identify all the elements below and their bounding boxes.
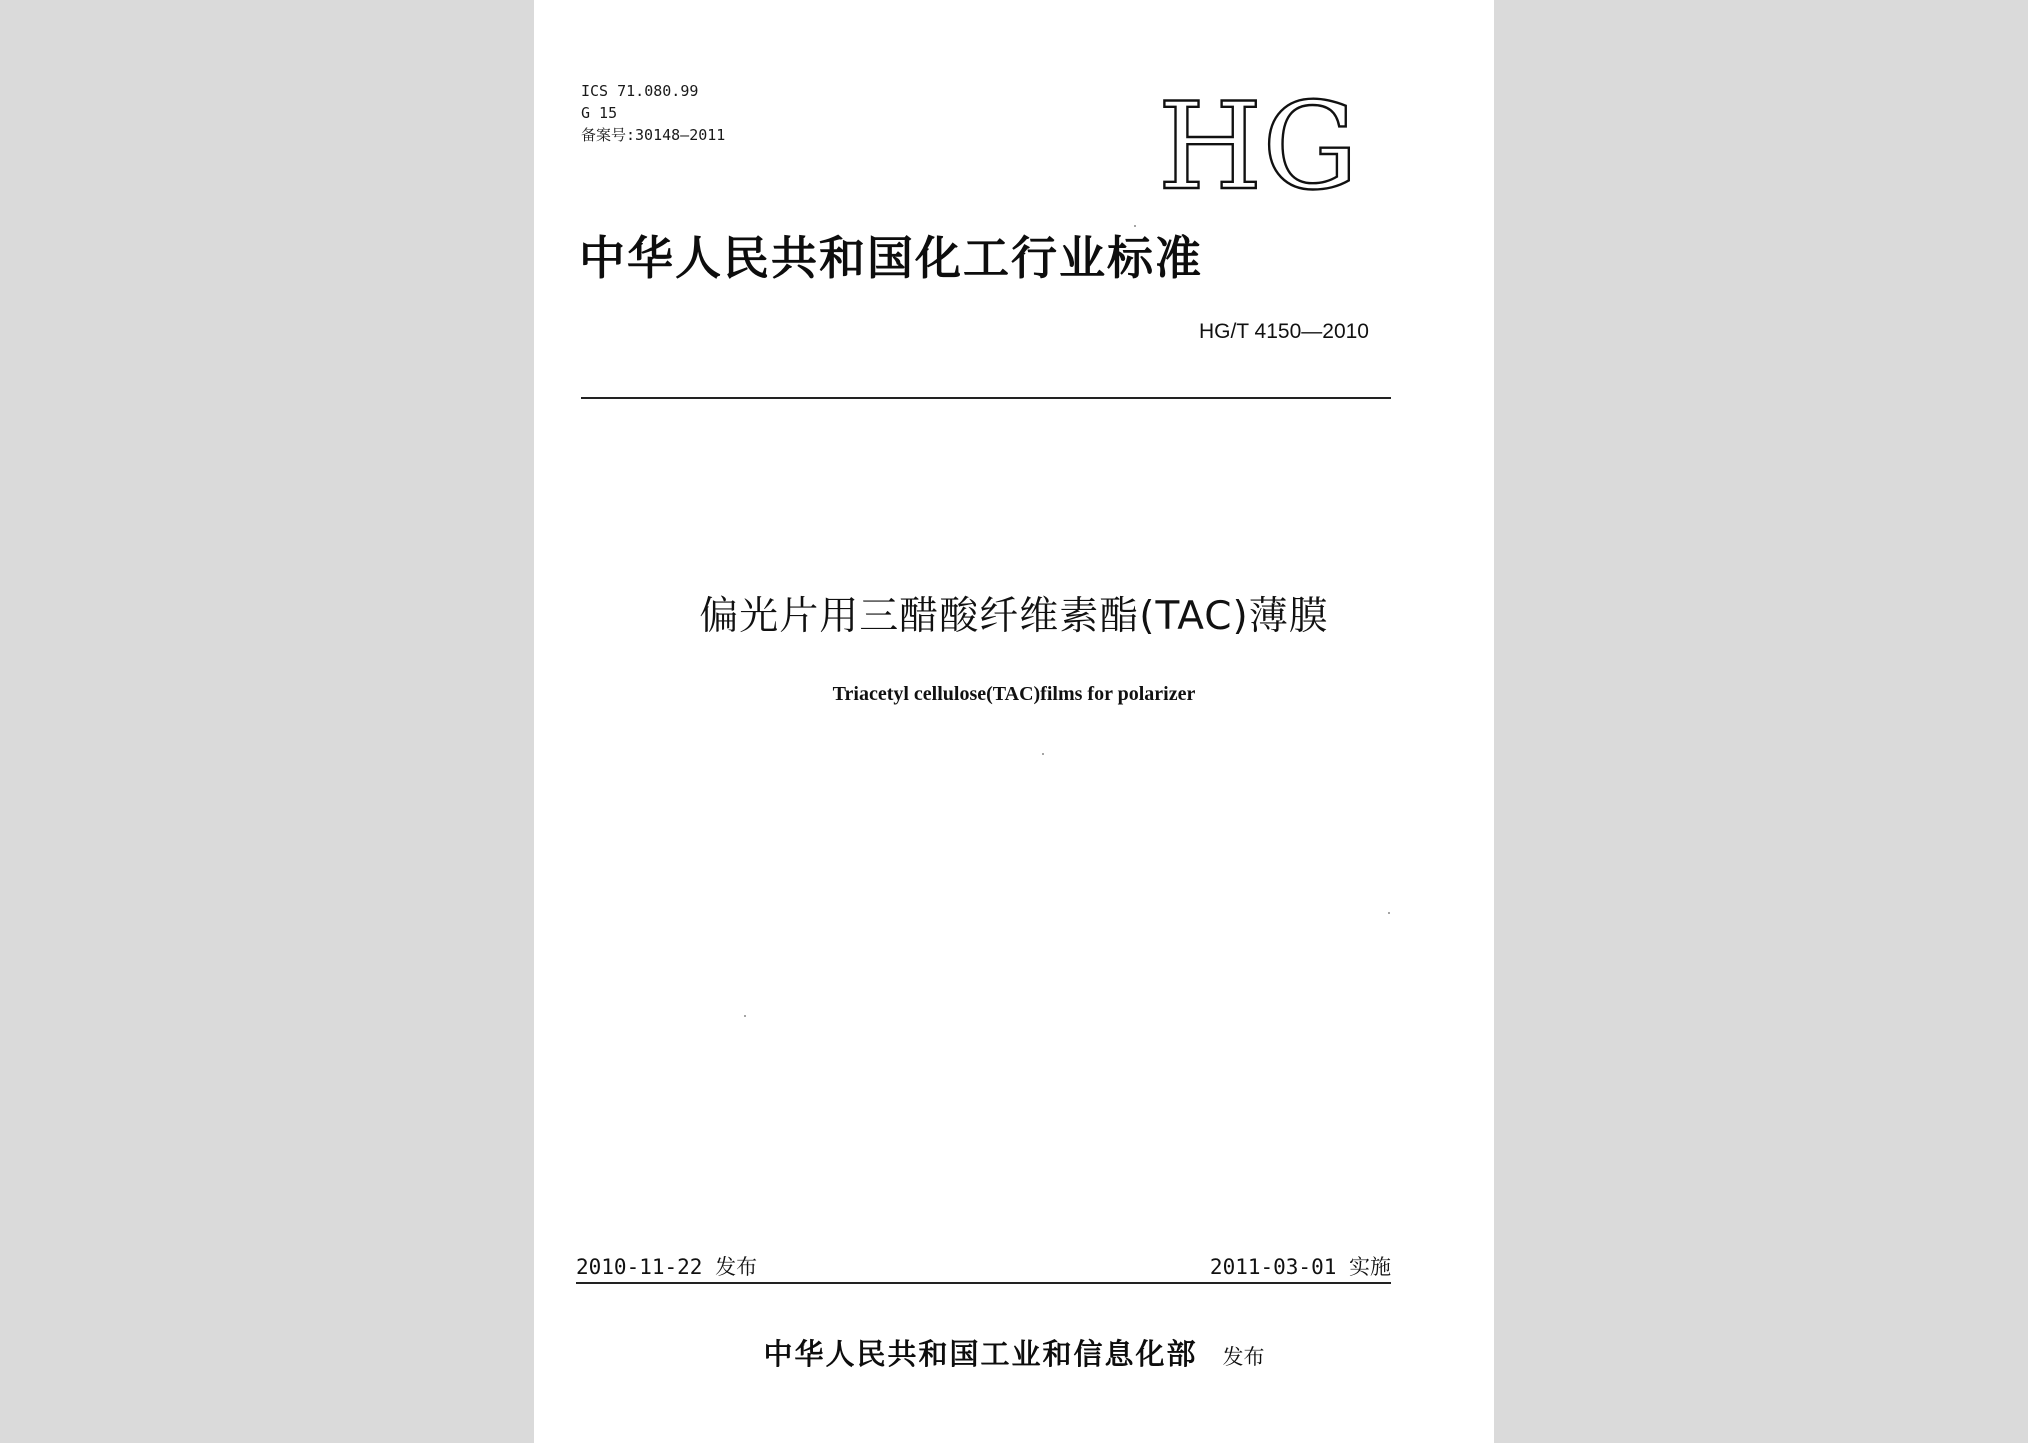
issue-date: 2010-11-22 发布 [576,1255,758,1279]
scan-speck [1042,753,1044,755]
record-number: 备案号:30148—2011 [581,126,726,144]
scan-speck [1134,225,1136,227]
ics-code: ICS 71.080.99 [581,82,699,100]
publisher-suffix: 发布 [1222,1345,1265,1369]
ccs-code: G 15 [581,104,618,122]
hg-logo-text: HG [1157,80,1359,205]
standard-category-title: 中华人民共和国化工行业标准 [579,231,1203,285]
standard-number: HG/T 4150—2010 [1198,320,1369,343]
document-page [534,0,1494,1443]
document-title-chinese: 偏光片用三醋酸纤维素酯(TAC)薄膜 [699,594,1329,639]
hg-logo [1148,80,1368,205]
publisher-name: 中华人民共和国工业和信息化部 [763,1337,1198,1371]
classification-block [581,80,725,146]
implementation-date: 2011-03-01 实施 [1209,1255,1391,1279]
header-divider [581,397,1391,399]
document-title-english: Triacetyl cellulose(TAC)films for polarizer [832,683,1196,705]
footer-divider [576,1282,1391,1284]
scan-speck [744,1015,746,1017]
scan-speck [1388,912,1390,914]
publisher-line [534,1332,1494,1373]
